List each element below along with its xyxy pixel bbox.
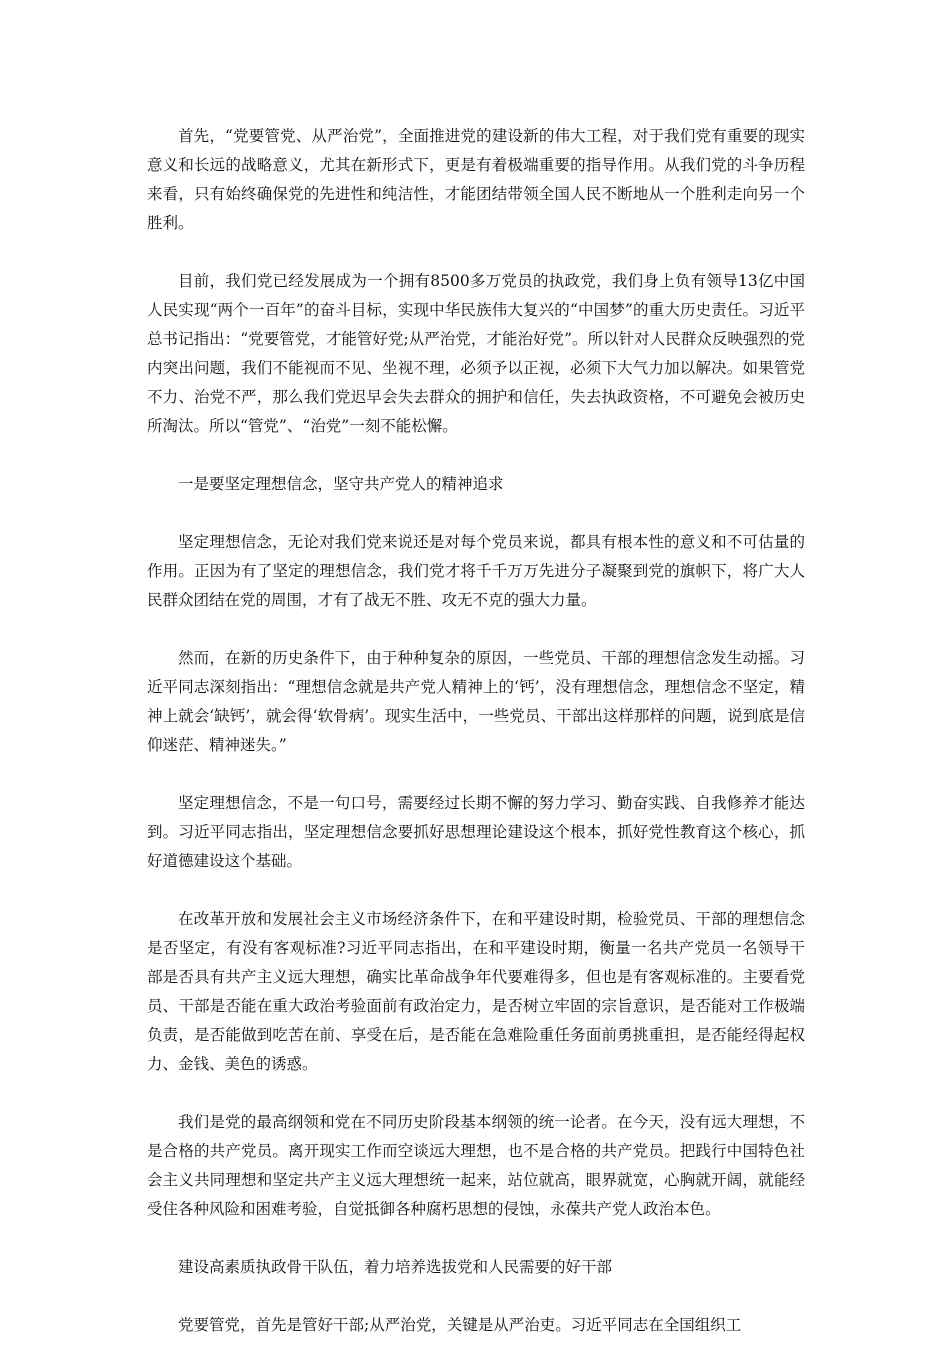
paragraph-not-a-slogan: 坚定理想信念，不是一句口号，需要经过长期不懈的努力学习、勤奋实践、自我修养才能达到。习近平同志指出，坚定理想信念要抓好思想理论建设这个根本，抓好党性教育这个核心，抓好道德建设这个基础。 bbox=[147, 794, 805, 870]
section-heading-ideals: 一是要坚定理想信念，坚守共产党人的精神追求 bbox=[178, 475, 504, 493]
paragraph-objective-standard: 在改革开放和发展社会主义市场经济条件下，在和平建设时期，检验党员、干部的理想信念是否坚定，有没有客观标准?习近平同志指出，在和平建设时期，衡量一名共产党员一名领导干部是否具有共产主义远大理想，确实比革命战争年代要难得多，但也是有客观标准的。主要看党员、干部是否能在重大政治考验面前有政治定力，是否树立牢固的宗旨意识，是否能对工作极端负责，是否能做到吃苦在前、享受在后，是否能在急难险重任务面前勇挑重担，是否能经得起权力、金钱、美色的诱惑。 bbox=[147, 910, 805, 1073]
paragraph-intro: 首先，“党要管党、从严治党”，全面推进党的建设新的伟大工程，对于我们党有重要的现实意义和长远的战略意义，尤其在新形式下，更是有着极端重要的指导作用。从我们党的斗争历程来看，只有始终确保党的先进性和纯洁性，才能团结带领全国人民不断地从一个胜利走向另一个胜利。 bbox=[147, 127, 805, 232]
paragraph-current-situation: 目前，我们党已经发展成为一个拥有8500多万党员的执政党，我们身上负有领导13亿中国人民实现“两个一百年”的奋斗目标，实现中华民族伟大复兴的“中国梦”的重大历史责任。习近平总书记指出：“党要管党，才能管好党;从严治党，才能治好党”。所以针对人民群众反映强烈的党内突出问题，我们不能视而不见、坐视不理，必须予以正视，必须下大气力加以解决。如果管党不力、治党不严，那么我们党迟早会失去群众的拥护和信任，失去执政资格，不可避免会被历史所淘汰。所以“管党”、“治党”一刻不能松懈。 bbox=[147, 272, 805, 435]
paragraph-manage-cadres: 党要管党，首先是管好干部;从严治党，关键是从严治吏。习近平同志在全国组织工 bbox=[178, 1316, 742, 1334]
paragraph-highest-program: 我们是党的最高纲领和党在不同历史阶段基本纲领的统一论者。在今天，没有远大理想，不是合格的共产党员。离开现实工作而空谈远大理想，也不是合格的共产党员。把践行中国特色社会主义共同理想和坚定共产主义远大理想统一起来，站位就高，眼界就宽，心胸就开阔，就能经受住各种风险和困难考验，自觉抵御各种腐朽思想的侵蚀，永葆共产党人政治本色。 bbox=[147, 1113, 805, 1218]
paragraph-firm-ideals: 坚定理想信念，无论对我们党来说还是对每个党员来说，都具有根本性的意义和不可估量的作用。正因为有了坚定的理想信念，我们党才将千千万万先进分子凝聚到党的旗帜下，将广大人民群众团结在党的周围，才有了战无不胜、攻无不克的强大力量。 bbox=[147, 533, 805, 609]
paragraph-calcium-quote: 然而，在新的历史条件下，由于种种复杂的原因，一些党员、干部的理想信念发生动摇。习近平同志深刻指出：“理想信念就是共产党人精神上的‘钙’，没有理想信念，理想信念不坚定，精神上就会‘缺钙’，就会得‘软骨病’。现实生活中，一些党员、干部出这样那样的问题，说到底是信仰迷茫、精神迷失。” bbox=[147, 649, 805, 754]
section-heading-cadres: 建设高素质执政骨干队伍，着力培养选拔党和人民需要的好干部 bbox=[178, 1258, 613, 1276]
document-body bbox=[147, 122, 805, 1369]
